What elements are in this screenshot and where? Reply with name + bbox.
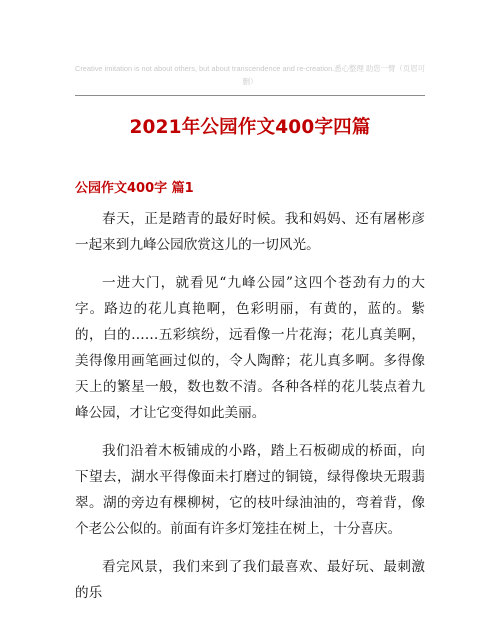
paragraph: 春天，正是踏青的最好时候。我和妈妈、还有屠彬彦一起来到九峰公园欣赏这儿的一切风光。 (75, 211, 425, 253)
essay-body (75, 206, 425, 618)
paragraph: 我们沿着木板铺成的小路，踏上石板砌成的桥面，向下望去，湖水平得像面未打磨过的铜镜，绿得像块无瑕翡翠。湖的旁边有棵柳树，它的枝叶绿油油的，弯着背，像个老公公似的。前面有许多灯笼挂在树上，十分喜庆。 (75, 443, 425, 537)
document-title: 2021年公园作文400字四篇 (129, 117, 371, 138)
section-heading: 公园作文400字 篇1 (75, 181, 194, 196)
header-divider (75, 95, 425, 96)
paragraph: 一进大门，就看见“九峰公园”这四个苍劲有力的大字。路边的花儿真艳啊，色彩明丽，有黄的，蓝的。紫的，白的……五彩缤纷，远看像一片花海；花儿真美啊，美得像用画笔画过似的，令人陶醉；花儿真多啊。多得像天上的繁星一般，数也数不清。各种各样的花儿装点着九峰公园，才让它变得如此美丽。 (75, 275, 425, 421)
paragraph: 看完风景，我们来到了我们最喜欢、最好玩、最刺激的乐 (75, 559, 425, 601)
header-watermark: Creative imitation is not about others, but about transcendence and re-creation.悉心整理 助您一臂（页眉可删） (75, 64, 425, 86)
